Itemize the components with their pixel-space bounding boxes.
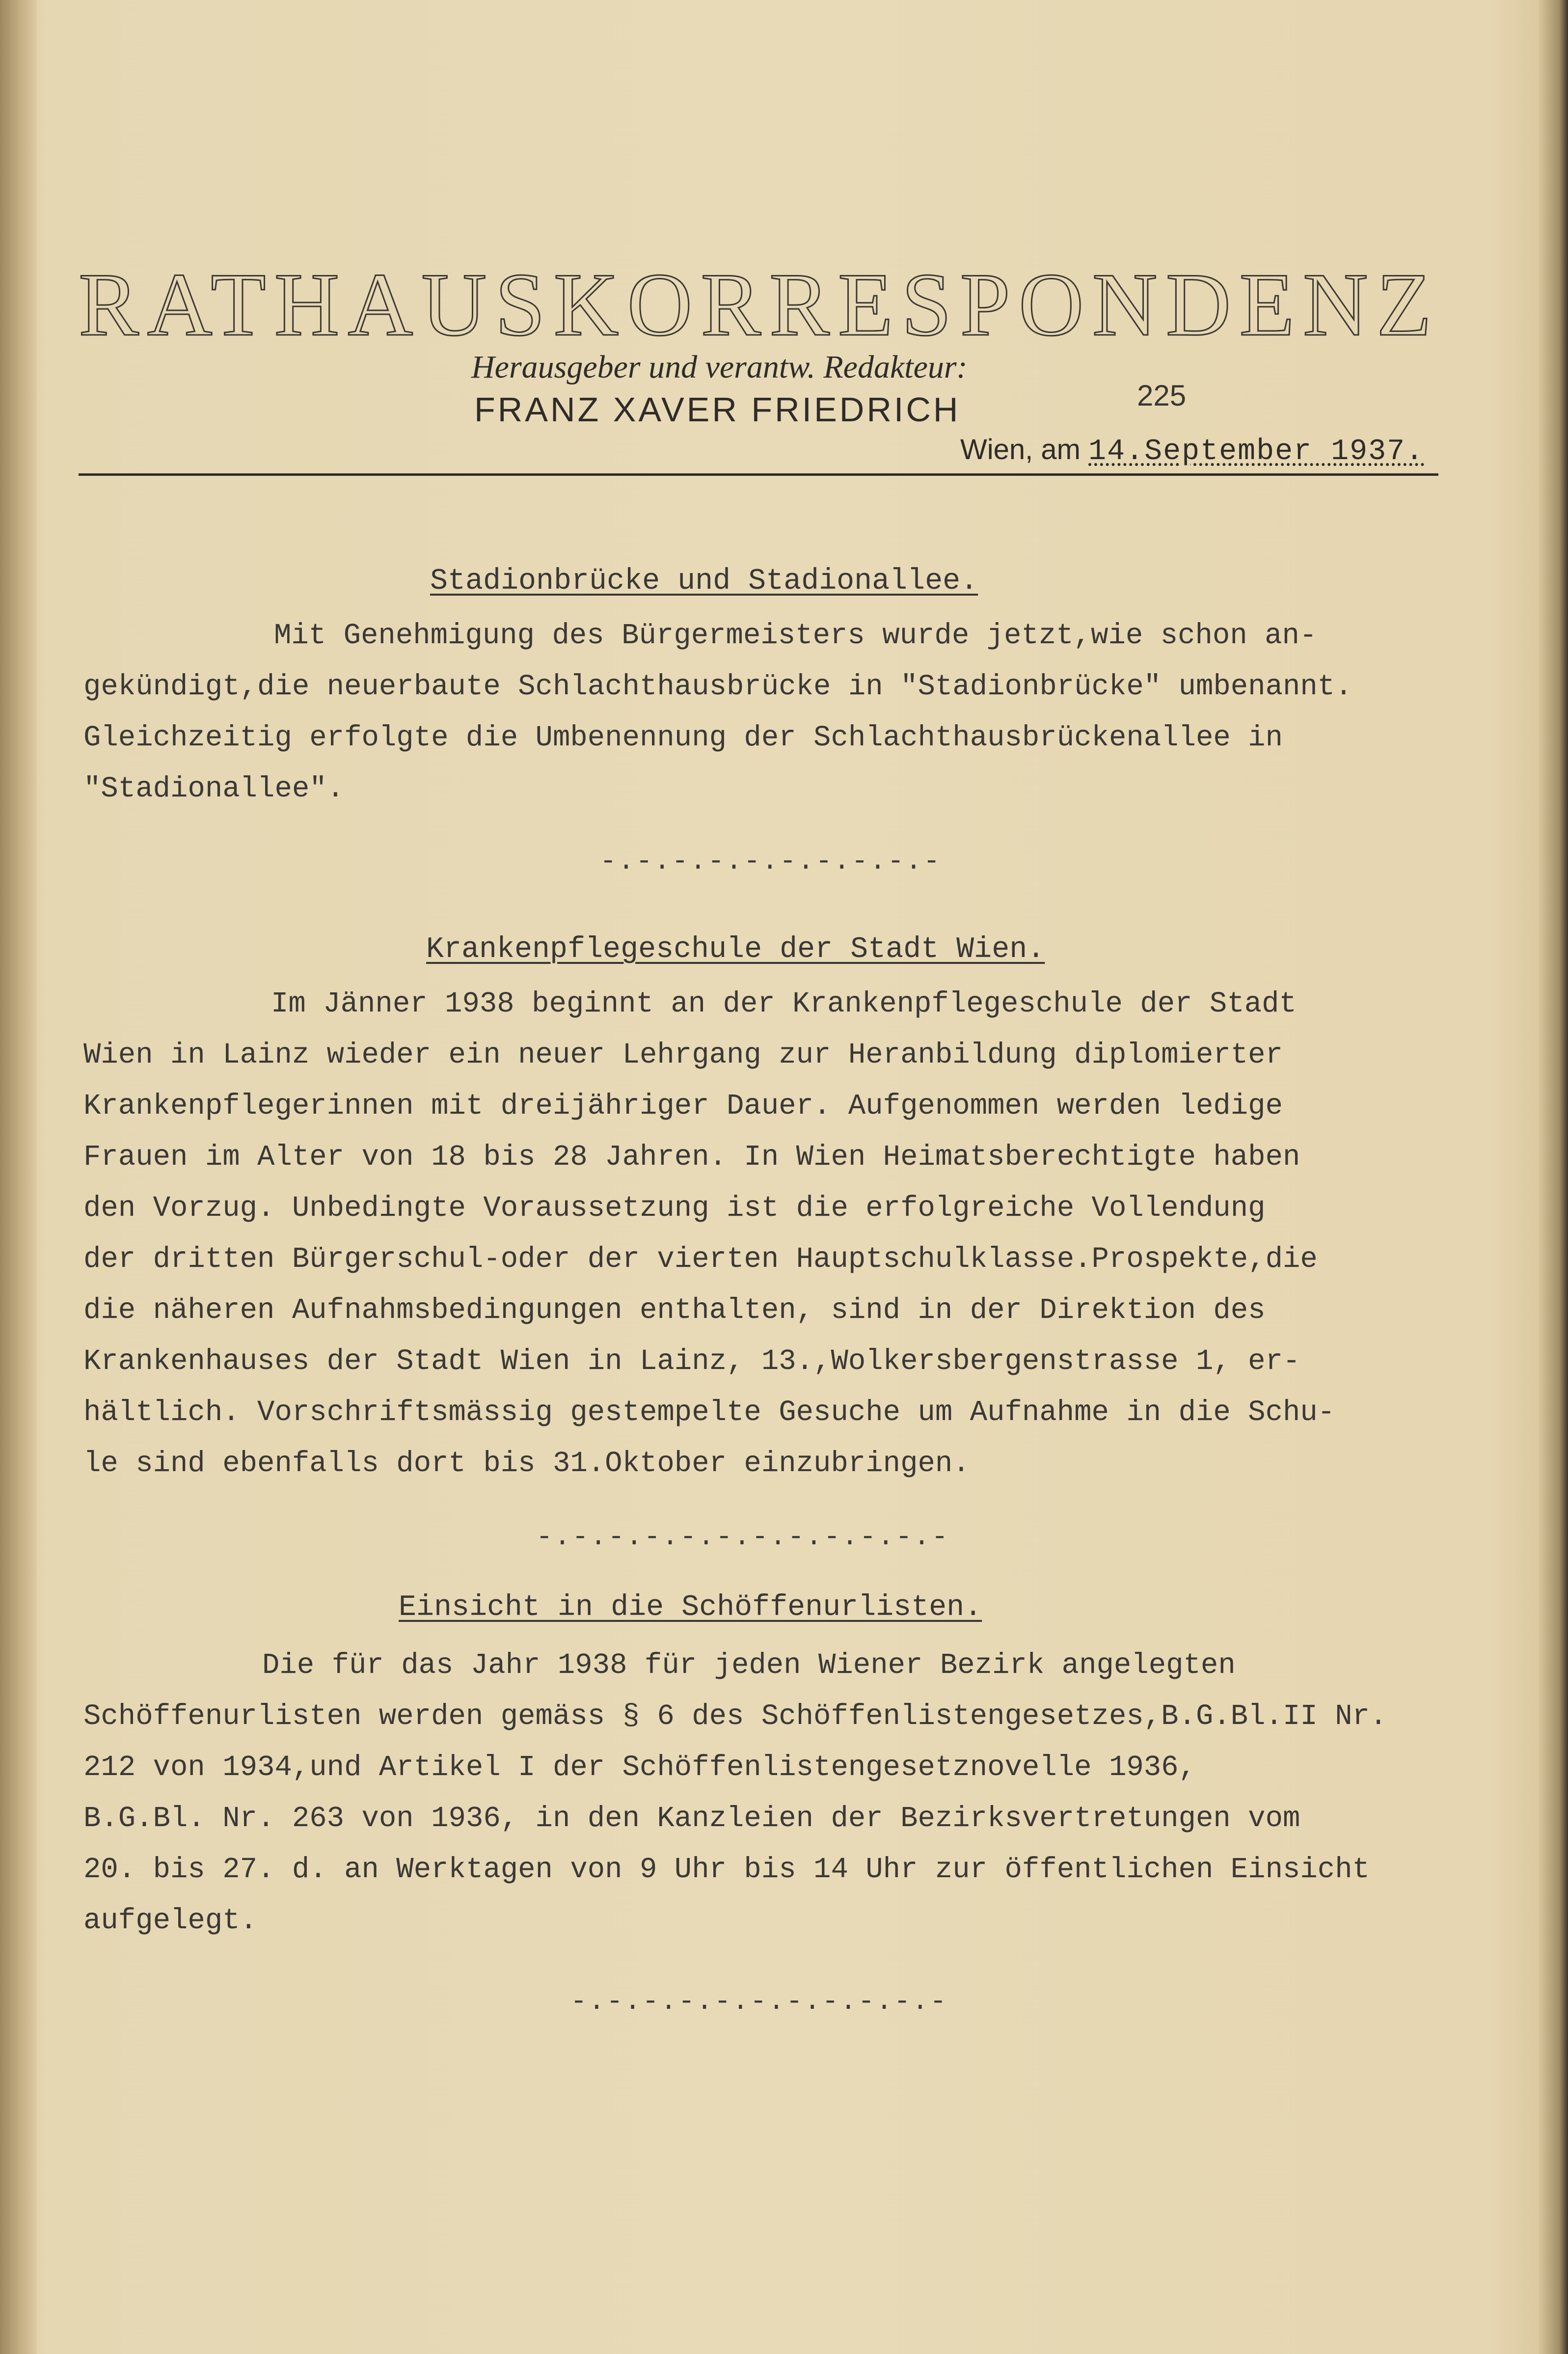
header-rule [79,473,1438,476]
page-edge [1539,0,1568,2354]
editor-name: FRANZ XAVER FRIEDRICH [474,390,961,429]
dateline-date: 14.September 1937. [1088,435,1425,468]
dateline [960,432,1424,469]
text-line: aufgelegt. [83,1904,258,1937]
text-line: gekündigt,die neuerbaute Schlachthausbrücke in "Stadionbrücke" umbenannt. [83,670,1352,703]
text-line: den Vorzug. Unbedingte Voraussetzung ist die erfolgreiche Vollendung [83,1192,1266,1225]
text-line: le sind ebenfalls dort bis 31.Oktober einzubringen. [83,1447,970,1480]
article-heading-schoeffenurlisten: Einsicht in die Schöffenurlisten. [399,1591,982,1624]
article-body-schoeffenurlisten [83,1640,1497,1946]
text-line: Die für das Jahr 1938 für jeden Wiener Bezirk angelegten [262,1649,1236,1682]
publisher-label: Herausgeber und verantw. Redakteur: [471,349,968,385]
section-separator: -.-.-.-.-.-.-.-.-.- [600,846,942,877]
text-line: der dritten Bürgerschul-oder der vierten Hauptschulklasse.Prospekte,die [83,1243,1318,1276]
text-line: Mit Genehmigung des Bürgermeisters wurde jetzt,wie schon an- [274,619,1317,652]
article-heading-stadionbruecke: Stadionbrücke und Stadionallee. [430,565,978,598]
text-line: Schöffenurlisten werden gemäss § 6 des Schöffenlistengesetzes,B.G.Bl.II Nr. [83,1700,1387,1733]
text-line: Krankenhauses der Stadt Wien in Lainz, 13.,Wolkersbergenstrasse 1, er- [83,1345,1300,1378]
text-line: Gleichzeitig erfolgte die Umbenennung der Schlachthausbrückenallee in [83,721,1283,754]
issue-number: 225 [1137,379,1187,412]
article-body-krankenpflegeschule [83,979,1497,1489]
binding-spine [0,0,37,2354]
section-separator: -.-.-.-.-.-.-.-.-.-.- [570,1986,948,2017]
text-line: hältlich. Vorschriftsmässig gestempelte Gesuche um Aufnahme in die Schu- [83,1396,1335,1429]
text-line: die näheren Aufnahmsbedingungen enthalten, sind in der Direktion des [83,1294,1266,1327]
text-line: B.G.Bl. Nr. 263 von 1936, in den Kanzleien der Bezirksvertretungen vom [83,1802,1300,1835]
section-separator: -.-.-.-.-.-.-.-.-.-.-.- [536,1521,949,1553]
text-line: Frauen im Alter von 18 bis 28 Jahren. In Wien Heimatsberechtigte haben [83,1141,1300,1174]
article-heading-krankenpflegeschule: Krankenpflegeschule der Stadt Wien. [426,933,1045,966]
text-line: Im Jänner 1938 beginnt an der Krankenpflegeschule der Stadt [271,987,1297,1020]
masthead-title: RATHAUSKORRESPONDENZ [79,254,1440,355]
text-line: Krankenpflegerinnen mit dreijähriger Dauer. Aufgenommen werden ledige [83,1090,1283,1122]
text-line: 212 von 1934,und Artikel I der Schöffenlistengesetznovelle 1936, [83,1751,1196,1784]
text-line: 20. bis 27. d. an Werktagen von 9 Uhr bis 14 Uhr zur öffentlichen Einsicht [83,1853,1370,1886]
text-line: Wien in Lainz wieder ein neuer Lehrgang zur Heranbildung diplomierter [83,1039,1283,1071]
article-body-stadionbruecke [83,610,1497,815]
dateline-place: Wien, am [960,434,1081,465]
text-line: "Stadionallee". [83,772,345,805]
